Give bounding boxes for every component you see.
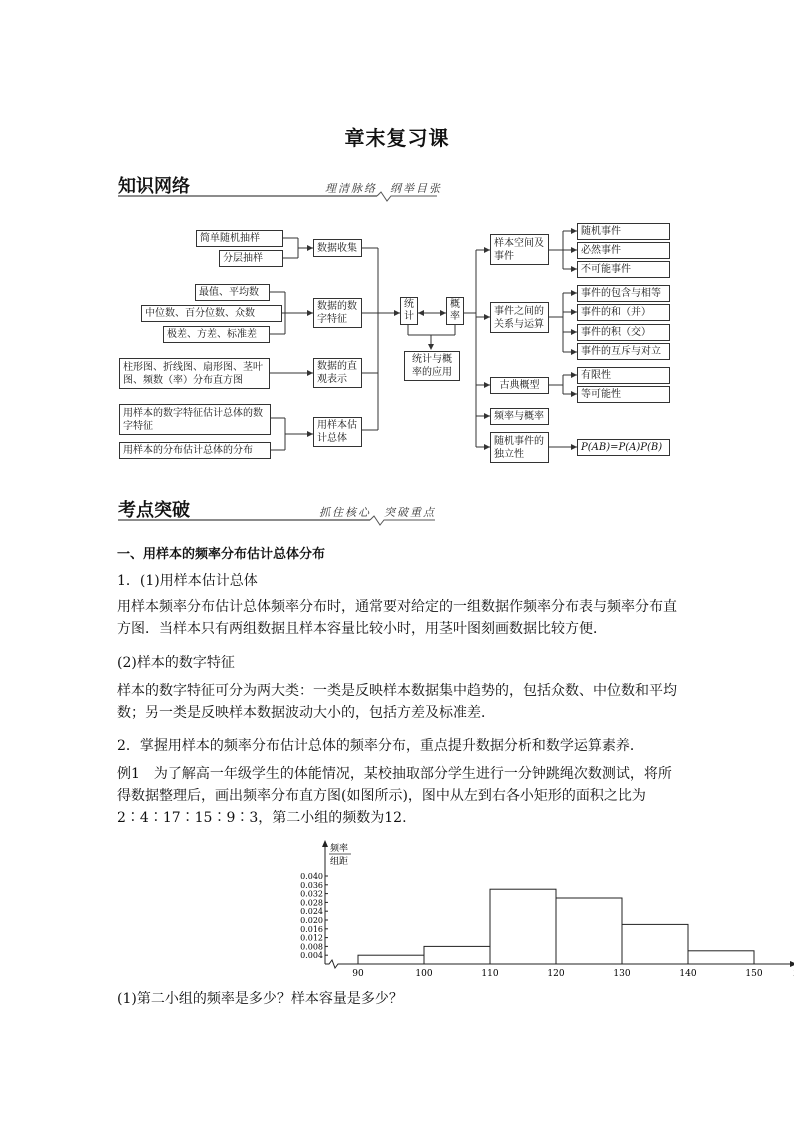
y-tick-label: 0.036 <box>300 880 323 890</box>
section-subtitle-network: 理清脉络 纲举目张 <box>325 182 442 195</box>
node-range-variance-sd: 极差、方差、标准差 <box>163 326 270 343</box>
node-sample-space-events: 样本空间及事件 <box>490 234 549 265</box>
node-probability: 概率 <box>446 297 464 325</box>
node-certain-event: 必然事件 <box>577 242 670 259</box>
diagram-connectors <box>0 0 794 470</box>
x-tick-label: 140 <box>679 969 697 979</box>
y-tick-label: 0.040 <box>300 872 323 881</box>
x-tick-label: 150 <box>745 969 763 979</box>
y-axis-label-numerator: 频率 <box>330 844 349 854</box>
y-tick-label: 0.008 <box>300 942 323 952</box>
section-title-breakthrough: 考点突破 <box>118 500 190 521</box>
y-tick-label: 0.012 <box>300 933 323 943</box>
node-data-digital-features: 数据的数字特征 <box>313 298 362 328</box>
y-tick-label: 0.020 <box>300 916 323 925</box>
paragraph-1: 用样本频率分布估计总体频率分布时，通常要对给定的一组数据作频率分布表与频率分布直方图．当样本只有两组数据且样本容量比较小时，用茎叶图刻画数据比较方便． <box>117 599 677 637</box>
node-impossible-event: 不可能事件 <box>577 261 670 278</box>
node-independence-formula: P(AB)=P(A)P(B) <box>577 439 670 456</box>
histogram-bar <box>556 898 622 964</box>
frequency-histogram <box>280 838 763 983</box>
item-3: 2．掌握用样本的频率分布估计总体的频率分布，重点提升数据分析和数学运算素养． <box>117 738 644 754</box>
histogram-bar <box>424 946 490 964</box>
node-event-intersection: 事件的积（交） <box>577 324 670 341</box>
x-tick-label: 90 <box>352 969 364 979</box>
node-simple-random-sampling: 简单随机抽样 <box>196 230 283 247</box>
y-axis-label-denominator: 组距 <box>330 857 349 867</box>
section-rule-breakthrough <box>115 516 440 526</box>
y-tick-label: 0.004 <box>300 951 323 961</box>
node-max-mean: 最值、平均数 <box>195 284 270 301</box>
node-estimate-distribution: 用样本的分布估计总体的分布 <box>119 442 271 459</box>
y-axis-arrow <box>322 840 328 847</box>
item-2: (2)样本的数字特征 <box>117 655 235 671</box>
histogram-bar <box>358 955 424 964</box>
y-tick-label: 0.032 <box>300 889 323 899</box>
node-event-inclusion-equality: 事件的包含与相等 <box>577 285 670 302</box>
node-stratified-sampling: 分层抽样 <box>219 250 283 267</box>
node-event-relations-operations: 事件之间的关系与运算 <box>490 302 549 333</box>
y-tick-label: 0.016 <box>300 924 323 934</box>
node-frequency-probability: 频率与概率 <box>490 408 549 425</box>
node-sample-estimate-population: 用样本估计总体 <box>313 417 362 447</box>
node-event-union: 事件的和（并） <box>577 304 670 321</box>
heading-frequency-distribution: 一、用样本的频率分布估计总体分布 <box>117 547 326 562</box>
y-tick-label: 0.024 <box>300 907 323 917</box>
y-tick-label: 0.028 <box>300 898 323 908</box>
node-statistics: 统计 <box>400 297 418 325</box>
node-chart-types: 柱形图、折线图、扇形图、茎叶图、频数（率）分布直方图 <box>119 358 270 389</box>
section-subtitle-breakthrough: 抓住核心 突破重点 <box>319 506 436 519</box>
x-axis-arrow <box>790 961 794 967</box>
histogram-bar <box>490 889 556 964</box>
example-1: 例1 为了解高一年级学生的体能情况，某校抽取部分学生进行一分钟跳绳次数测试，将所得数据整理后，画出频率分布直方图(如图所示)，图中从左到右各小矩形的面积之比为2∶4∶17∶15∶9∶3，第二小组的频数为12. <box>117 766 672 826</box>
node-stat-prob-application: 统计与概率的应用 <box>404 351 460 381</box>
node-random-event: 随机事件 <box>577 223 670 240</box>
node-classical-probability: 古典概型 <box>490 377 549 394</box>
x-tick-label: 100 <box>415 969 433 979</box>
question-1: (1)第二小组的频率是多少？样本容量是多少？ <box>117 991 403 1007</box>
node-event-exclusive-opposite: 事件的互斥与对立 <box>577 343 670 360</box>
node-estimate-digital-features: 用样本的数字特征估计总体的数字特征 <box>119 404 271 435</box>
x-tick-label: 120 <box>547 969 565 979</box>
x-tick-label: 130 <box>613 969 631 979</box>
section-title-network: 知识网络 <box>118 176 190 197</box>
node-median-percentile-mode: 中位数、百分位数、众数 <box>141 305 282 322</box>
node-data-visual-representation: 数据的直观表示 <box>313 358 362 388</box>
node-event-independence: 随机事件的独立性 <box>490 432 549 463</box>
histogram-bar <box>622 924 688 964</box>
node-equal-likelihood: 等可能性 <box>577 386 670 403</box>
item-1: 1．(1)用样本估计总体 <box>117 573 258 589</box>
node-finiteness: 有限性 <box>577 367 670 384</box>
histogram-bar <box>688 951 754 964</box>
node-data-collection: 数据收集 <box>313 239 362 257</box>
page-title: 章末复习课 <box>344 126 450 150</box>
paragraph-2: 样本的数字特征可分为两大类：一类是反映样本数据集中趋势的，包括众数、中位数和平均数；另一类是反映样本数据波动大小的，包括方差及标准差． <box>117 683 677 721</box>
x-tick-label: 110 <box>481 969 499 979</box>
